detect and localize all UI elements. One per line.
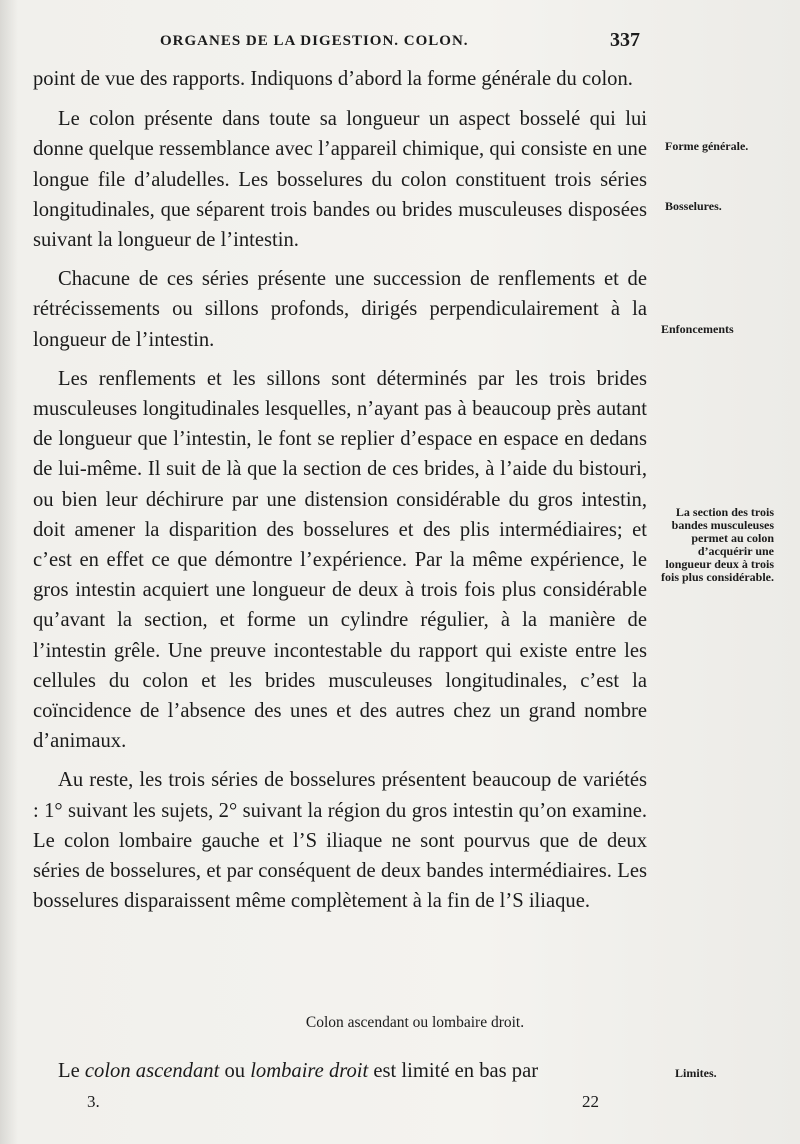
signature-mark: 3. xyxy=(87,1092,100,1111)
last-line-mid: ou xyxy=(224,1060,246,1082)
margin-note-forme: Forme générale. xyxy=(665,139,749,153)
last-line-italic-1: colon ascendant xyxy=(84,1060,220,1082)
last-line-lead: Le xyxy=(58,1060,80,1082)
last-line-italic-2: lombaire droit xyxy=(250,1060,369,1082)
margin-note-limites: Limites. xyxy=(675,1066,717,1080)
paragraph-2: Le colon présente dans toute sa longueur un aspect bosselé qui lui donne quelque ressemblance avec l’appareil chimique, qui consiste en une longue file d’aludelles. Les bosselures du colon constituent trois séries longitudinales, que séparent trois bandes ou brides musculeuses disposées suivant la longueur de l’intestin. xyxy=(33,108,647,252)
body-text xyxy=(33,64,647,916)
margin-note-bosselures: Bosselures. xyxy=(665,199,722,213)
margin-note-enfoncements: Enfoncements xyxy=(661,322,734,336)
paragraph-3: Chacune de ces séries présente une succession de renflements et de rétrécissements ou sillons profonds, dirigés perpendiculairement à la longueur de l’intestin. xyxy=(33,268,647,351)
paragraph-5: Au reste, les trois séries de bosselures présentent beaucoup de variétés : 1° suivant les sujets, 2° suivant la région du gros intestin qu’on examine. Le colon lombaire gauche et l’S iliaque ne sont pourvus que de deux séries de bosselures, et par conséquent de deux bandes intermédiaires. Les bosselures disparaissent même complètement à la fin de l’S iliaque. xyxy=(33,769,647,913)
paragraph-6 xyxy=(33,1056,647,1086)
sheet-number: 22 xyxy=(582,1092,599,1111)
last-line-tail: est limité en bas par xyxy=(373,1060,539,1082)
margin-note-section: La section des trois bandes musculeuses permet au colon d’acquérir une longueur deux à trois fois plus considérable. xyxy=(660,505,774,584)
paragraph-1: point de vue des rapports. Indiquons d’abord la forme générale du colon. xyxy=(33,68,633,90)
running-title: ORGANES DE LA DIGESTION. COLON. xyxy=(160,33,469,49)
page-number: 337 xyxy=(610,29,640,51)
paragraph-4: Les renflements et les sillons sont déterminés par les trois brides musculeuses longitudinales lesquelles, n’ayant pas à beaucoup près autant de longueur que l’intestin, le font se replier d’espace en espace en dedans de lui-même. Il suit de là que la section de ces brides, à l’aide du bistouri, ou bien leur déchirure par une distension considérable du gros intestin, doit amener la disparition des bosselures et des plis intermédiaires; et c’est en effet ce que démontre l’expérience. Par la même expérience, le gros intestin acquiert une longueur de deux à trois fois plus considérable qu’avant la section, et forme un cylindre régulier, à la manière de l’intestin grêle. Une preuve incontestable du rapport qui existe entre les cellules du colon et les brides musculeuses longitudinales, c’est la coïncidence de l’absence des unes et des autres chez un grand nombre d’animaux. xyxy=(33,367,647,753)
running-header xyxy=(160,29,640,55)
section-subheading: Colon ascendant ou lombaire droit. xyxy=(305,1014,525,1031)
